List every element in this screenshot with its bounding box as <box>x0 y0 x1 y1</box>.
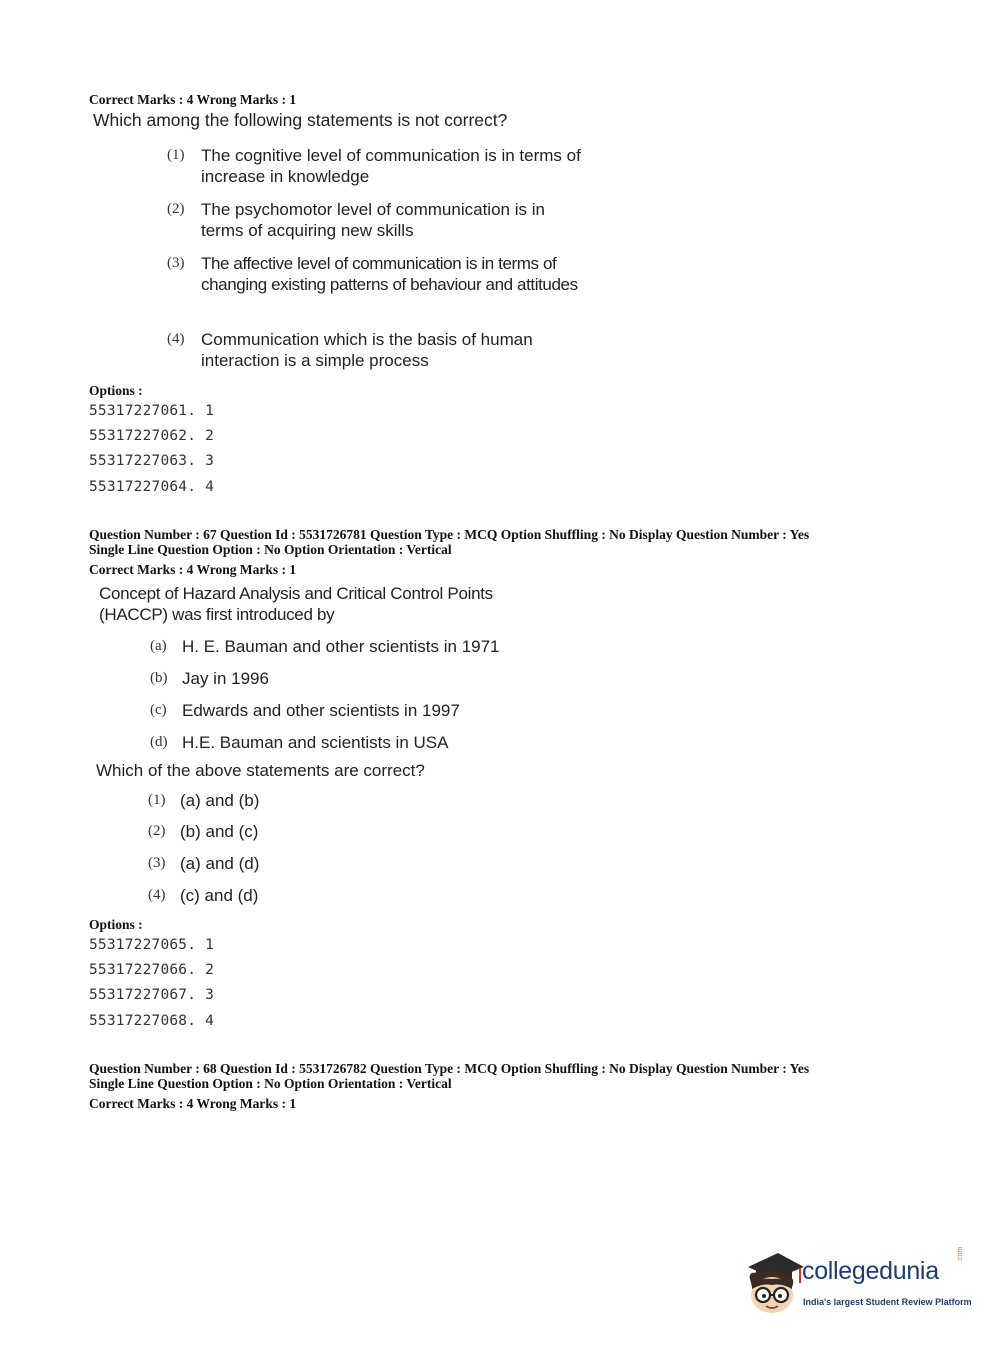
q67-options-label: Options : <box>89 917 143 932</box>
collegedunia-logo <box>742 1246 972 1321</box>
choice-number: (3) <box>167 255 185 271</box>
choice-number: (4) <box>148 887 166 903</box>
choice-number: (1) <box>148 792 166 808</box>
q67-question: Concept of Hazard Analysis and Critical Control Points (HACCP) was first introduced by <box>99 584 493 624</box>
logo-tagline: India's largest Student Review Platform <box>803 1297 972 1307</box>
choice-text: (b) and (c) <box>180 822 259 841</box>
statement-letter: (b) <box>150 670 168 686</box>
q67-prompt: Which of the above statements are correct? <box>96 761 425 780</box>
q67-marks: Correct Marks : 4 Wrong Marks : 1 <box>89 562 297 577</box>
choice-text: (a) and (b) <box>180 791 260 810</box>
choice-number: (4) <box>167 331 185 347</box>
statement-letter: (c) <box>150 702 167 718</box>
statement-letter: (a) <box>150 638 167 654</box>
q67-option-1: 55317227065. 1 <box>89 937 215 953</box>
q66-question: Which among the following statements is not correct? <box>93 110 508 130</box>
statement-text: Jay in 1996 <box>182 669 269 688</box>
logo-com: .com <box>957 1246 964 1262</box>
q67-option-4: 55317227068. 4 <box>89 1013 215 1029</box>
q66-option-4: 55317227064. 4 <box>89 479 215 495</box>
q66-marks: Correct Marks : 4 Wrong Marks : 1 <box>89 92 297 107</box>
choice-number: (2) <box>148 823 166 839</box>
q68-header-line-1: Question Number : 68 Question Id : 5531726782 Question Type : MCQ Option Shuffling : No Display Question Number : Yes <box>89 1061 810 1076</box>
mascot-icon <box>742 1249 804 1319</box>
statement-letter: (d) <box>150 734 168 750</box>
q67-header-line-1: Question Number : 67 Question Id : 5531726781 Question Type : MCQ Option Shuffling : No Display Question Number : Yes <box>89 527 810 542</box>
q68-marks: Correct Marks : 4 Wrong Marks : 1 <box>89 1096 297 1111</box>
q66-options-label: Options : <box>89 383 143 398</box>
choice-text: The cognitive level of communication is in terms of increase in knowledge <box>201 146 581 186</box>
choice-text: The psychomotor level of communication is in terms of acquiring new skills <box>201 200 545 240</box>
q66-option-2: 55317227062. 2 <box>89 428 215 444</box>
statement-text: H.E. Bauman and scientists in USA <box>182 733 449 752</box>
choice-number: (2) <box>167 201 185 217</box>
choice-text: (c) and (d) <box>180 886 259 905</box>
q67-option-2: 55317227066. 2 <box>89 962 215 978</box>
logo-wordmark: collegedunia <box>802 1257 939 1285</box>
choice-number: (1) <box>167 147 185 163</box>
q67-option-3: 55317227067. 3 <box>89 987 215 1003</box>
q66-option-3: 55317227063. 3 <box>89 453 215 469</box>
q68-header-line-2: Single Line Question Option : No Option Orientation : Vertical <box>89 1076 452 1091</box>
choice-text: Communication which is the basis of human interaction is a simple process <box>201 330 533 370</box>
q66-option-1: 55317227061. 1 <box>89 403 215 419</box>
choice-text: The affective level of communication is in terms of changing existing patterns of behaviour and attitudes <box>201 254 578 294</box>
q67-header-line-2: Single Line Question Option : No Option Orientation : Vertical <box>89 542 452 557</box>
choice-text: (a) and (d) <box>180 854 260 873</box>
statement-text: Edwards and other scientists in 1997 <box>182 701 460 720</box>
statement-text: H. E. Bauman and other scientists in 1971 <box>182 637 500 656</box>
choice-number: (3) <box>148 855 166 871</box>
